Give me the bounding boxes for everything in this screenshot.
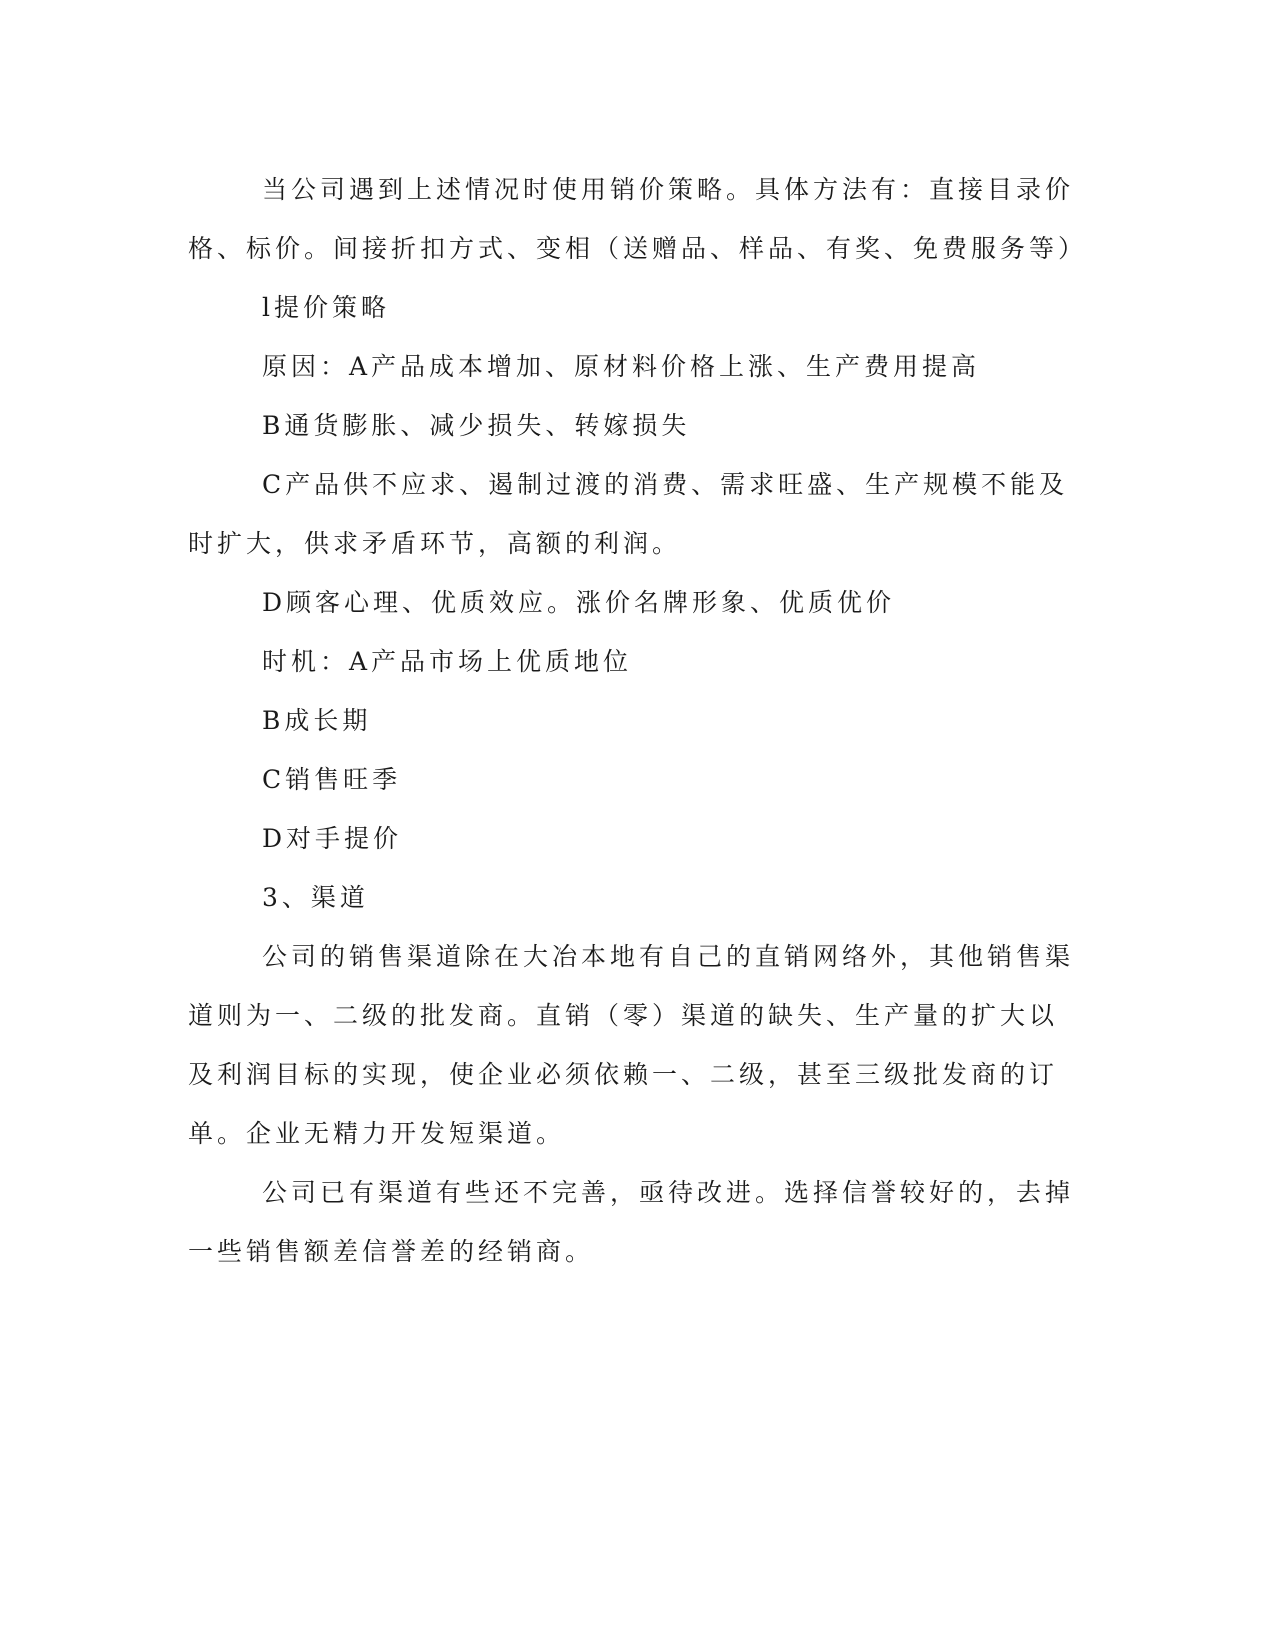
paragraph-timing-a: 时机：A产品市场上优质地位 (262, 647, 633, 676)
heading-price-increase-strategy: l提价策略 (262, 293, 390, 322)
paragraph-timing-b: B成长期 (262, 706, 372, 735)
paragraph-reason-a: 原因：A产品成本增加、原材料价格上涨、生产费用提高 (262, 352, 981, 381)
paragraph-reason-d: D顾客心理、优质效应。涨价名牌形象、优质优价 (262, 588, 896, 617)
paragraph-price-cut-methods: 当公司遇到上述情况时使用销价策略。具体方法有：直接目录价格、标价。间接折扣方式、变相（送赠品、样品、有奖、免费服务等） (188, 175, 1088, 263)
paragraph-channels-improve: 公司已有渠道有些还不完善，亟待改进。选择信誉较好的，去掉一些销售额差信誉差的经销商。 (188, 1178, 1075, 1266)
heading-channels: 3、渠道 (262, 883, 369, 912)
paragraph-timing-d: D对手提价 (262, 824, 403, 853)
paragraph-reason-c: C产品供不应求、遏制过渡的消费、需求旺盛、生产规模不能及时扩大，供求矛盾环节，高额的利润。 (188, 470, 1069, 558)
body-text (188, 160, 1088, 1281)
paragraph-channels-current: 公司的销售渠道除在大冶本地有自己的直销网络外，其他销售渠道则为一、二级的批发商。直销（零）渠道的缺失、生产量的扩大以及利润目标的实现，使企业必须依赖一、二级，甚至三级批发商的订单。企业无精力开发短渠道。 (188, 942, 1075, 1148)
paragraph-timing-c: C销售旺季 (262, 765, 402, 794)
paragraph-reason-b: B通货膨胀、减少损失、转嫁损失 (262, 411, 691, 440)
